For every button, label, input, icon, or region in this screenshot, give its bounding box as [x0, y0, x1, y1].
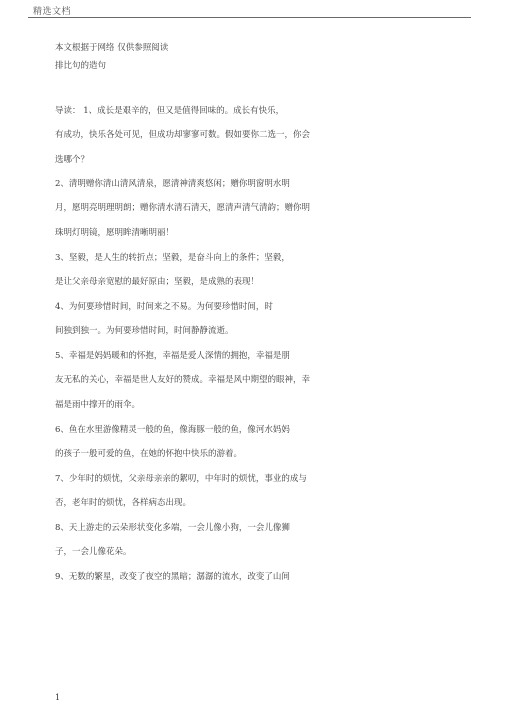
body-line: 是让父亲母亲宽慰的最好原由；坚毅，是成熟的表现！ [55, 277, 260, 287]
body-line: 6、鱼在水里游像精灵一般的鱼，像海豚一般的鱼，像河水妈妈 [55, 425, 290, 435]
body-line: 2、清明赠你清山清风清泉，愿清神清爽悠闲；赠你明窗明水明 [55, 179, 290, 189]
body-line: 否，老年时的烦忧，各样病态出现。 [55, 498, 192, 508]
body-line: 间独到独一。为何要珍惜时间，时间静静流逝。 [55, 326, 234, 336]
header-label: 精选文档 [33, 7, 72, 17]
body-line: 导读： 1、成长是艰辛的，但又是值得回味的。成长有快乐， [55, 106, 285, 116]
body-line: 的孩子一般可爱的鱼，在她的怀抱中快乐的游着。 [55, 449, 243, 459]
body-line: 4、为何要珍惜时间，时间来之不易。为何要珍惜时间，时 [55, 302, 273, 312]
body-line: 月，愿明亮明理明朗；赠你清水清石清天，愿清声清气清韵；赠你明 [55, 203, 311, 213]
body-line: 选哪个？ [55, 155, 90, 165]
body-line: 8、天上游走的云朵形状变化多端，一会儿像小狗，一会儿像狮 [55, 523, 290, 533]
header-divider [28, 17, 471, 18]
body-line: 子，一会儿像花朵。 [55, 547, 132, 557]
body-line: 7、少年时的烦忧，父亲母亲亲的絮叨，中年时的烦忧，事业的成与 [55, 474, 307, 484]
body-line: 有成功，快乐各处可见，但成功却寥寥可数。假如要你二选一，你会 [55, 130, 311, 140]
body-line: 5、幸福是妈妈暖和的怀抱，幸福是爱人深情的拥抱，幸福是朋 [55, 351, 290, 361]
body-line: 珠明灯明镜，愿明眸清晰明丽！ [55, 228, 175, 238]
source-note: 本文根据于网络 仅供参照阅读 [55, 43, 169, 53]
page-number: 1 [55, 693, 61, 702]
body-line: 友无私的关心，幸福是世人友好的赞成。幸福是风中期望的眼神，幸 [55, 375, 311, 385]
body-line: 福是雨中撑开的雨伞。 [55, 400, 141, 410]
body-line: 3、坚毅，是人生的转折点；坚毅，是奋斗向上的条件；坚毅， [55, 253, 290, 263]
document-title: 排比句的造句 [55, 61, 107, 71]
body-line: 9、无数的繁星，改变了夜空的黑暗；潺潺的流水，改变了山间 [55, 572, 290, 582]
